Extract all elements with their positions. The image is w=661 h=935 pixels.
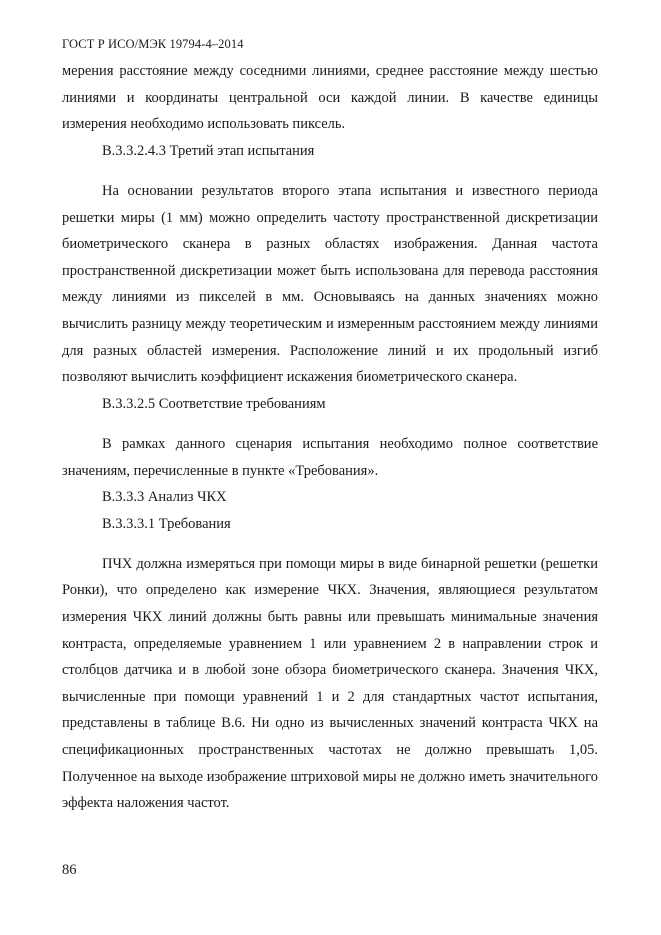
paragraph-compliance: В рамках данного сценария испытания необходимо полное соответствие значениям, перечисленные в пункте «Требования».: [62, 435, 598, 479]
section-heading-b3331: B.3.3.3.1 Требования: [102, 515, 231, 532]
section-heading-b3243: B.3.3.2.4.3 Третий этап испытания: [102, 142, 315, 159]
paragraph-stage3: На основании результатов второго этапа испытания и известного периода решетки миры (1 мм) можно определить частоту пространственной дискретизации биометрического сканера в разных областях изображения. Данная частота пространственной дискретизации может быть использована для перевода расстояния между линиями из пикселей в мм. Основываясь на данных значениях можно вычислить разницу между теоретическим и измеренным расстоянием между линиями для разных областей измерения. Расположение линий и их продольный изгиб позволяют вычислить коэффициент искажения биометрического сканера.: [62, 182, 598, 386]
section-heading-b3325: B.3.3.2.5 Соответствие требованиям: [102, 395, 326, 412]
page-content: [62, 58, 598, 817]
document-header: ГОСТ Р ИСО/МЭК 19794-4–2014: [62, 37, 244, 51]
page-number: 86: [62, 862, 77, 878]
section-heading-b333: B.3.3.3 Анализ ЧКХ: [102, 489, 227, 506]
paragraph-requirements: ПЧХ должна измеряться при помощи миры в виде бинарной решетки (решетки Ронки), что определено как измерение ЧКХ. Значения, являющиеся результатом измерения ЧКХ линий должны быть равны или превышать минимальные значения контраста, определяемые уравнением 1 или уравнением 2 в направлении строк и столбцов датчика и в любой зоне обзора биометрического сканера. Значения ЧКХ, вычисленные при помощи уравнений 1 и 2 для стандартных частот испытания, представлены в таблице B.6. Ни одно из вычисленных значений контраста ЧКХ на спецификационных пространственных частотах не должно превышать 1,05. Полученное на выходе изображение штриховой миры не должно иметь значительного эффекта наложения частот.: [62, 555, 598, 812]
paragraph-continuation: мерения расстояние между соседними линиями, среднее расстояние между шестью линиями и координаты центральной оси каждой линии. В качестве единицы измерения необходимо использовать пиксель.: [62, 63, 598, 133]
